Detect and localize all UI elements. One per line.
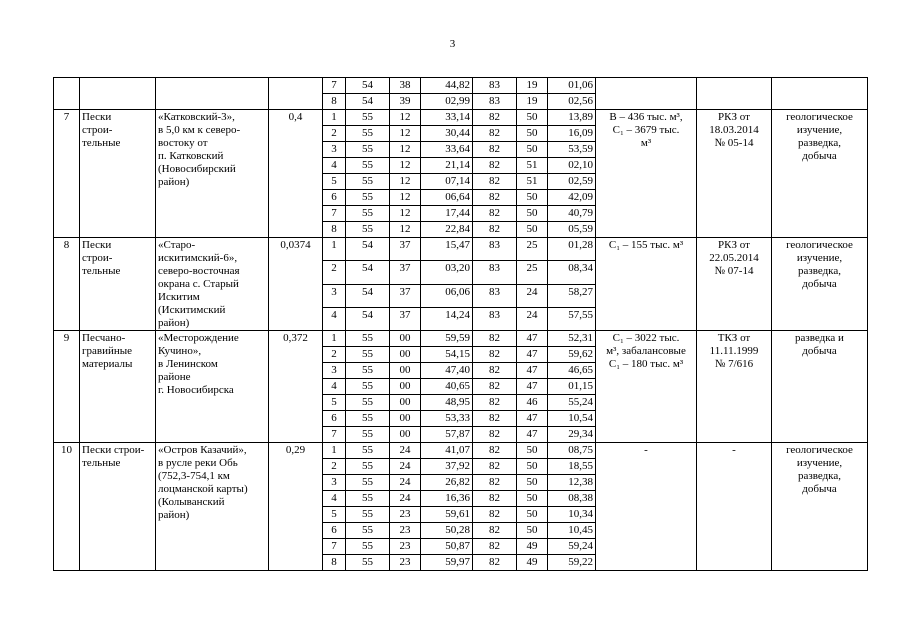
lon-deg-cell: 82 xyxy=(473,157,517,173)
lat-deg-cell: 55 xyxy=(346,347,390,363)
lat-sec-cell: 57,87 xyxy=(421,427,473,443)
point-number-cell: 1 xyxy=(323,331,346,347)
lon-sec-cell: 52,31 xyxy=(548,331,596,347)
lat-min-cell: 00 xyxy=(390,395,421,411)
lon-min-cell: 50 xyxy=(517,109,548,125)
lat-deg-cell: 55 xyxy=(346,109,390,125)
lon-deg-cell: 82 xyxy=(473,363,517,379)
table-row xyxy=(54,443,868,459)
point-number-cell: 7 xyxy=(323,427,346,443)
deposit-name: «Катковский-3», в 5,0 км к северо- востоку от п. Катковский (Новосибирский район) xyxy=(156,109,269,237)
lon-sec-cell: 29,34 xyxy=(548,427,596,443)
point-number-cell: 4 xyxy=(323,491,346,507)
lat-deg-cell: 55 xyxy=(346,523,390,539)
table-row xyxy=(54,109,868,125)
lon-sec-cell: 53,59 xyxy=(548,141,596,157)
point-number-cell: 4 xyxy=(323,379,346,395)
lat-deg-cell: 55 xyxy=(346,379,390,395)
lon-min-cell: 25 xyxy=(517,261,548,284)
point-number-cell: 4 xyxy=(323,157,346,173)
lat-min-cell: 00 xyxy=(390,347,421,363)
lat-deg-cell: 54 xyxy=(346,284,390,307)
lat-sec-cell: 54,15 xyxy=(421,347,473,363)
deposit-name: «Месторождение Кучино», в Ленинском районе г. Новосибирска xyxy=(156,331,269,443)
lat-sec-cell: 06,06 xyxy=(421,284,473,307)
lon-sec-cell: 02,10 xyxy=(548,157,596,173)
lat-sec-cell: 33,14 xyxy=(421,109,473,125)
lon-deg-cell: 82 xyxy=(473,221,517,237)
lat-min-cell: 12 xyxy=(390,205,421,221)
lat-sec-cell: 50,87 xyxy=(421,539,473,555)
lon-deg-cell: 82 xyxy=(473,459,517,475)
lon-min-cell: 47 xyxy=(517,411,548,427)
lat-deg-cell: 55 xyxy=(346,475,390,491)
lat-sec-cell: 16,36 xyxy=(421,491,473,507)
lat-sec-cell: 37,92 xyxy=(421,459,473,475)
cont-protocol-cell xyxy=(697,78,772,110)
cont-id-cell xyxy=(54,78,80,110)
site-number: 8 xyxy=(54,237,80,331)
lon-min-cell: 50 xyxy=(517,221,548,237)
lat-sec-cell: 50,28 xyxy=(421,523,473,539)
lon-min-cell: 50 xyxy=(517,475,548,491)
lon-sec-cell: 08,34 xyxy=(548,261,596,284)
point-number-cell: 2 xyxy=(323,125,346,141)
lon-deg-cell: 83 xyxy=(473,261,517,284)
use-type-cell: геологическое изучение, разведка, добыча xyxy=(772,443,868,571)
point-number-cell: 8 xyxy=(323,93,346,109)
lon-min-cell: 50 xyxy=(517,189,548,205)
lat-min-cell: 12 xyxy=(390,221,421,237)
lat-deg-cell: 55 xyxy=(346,427,390,443)
lon-sec-cell: 10,34 xyxy=(548,507,596,523)
lon-sec-cell: 42,09 xyxy=(548,189,596,205)
point-number-cell: 5 xyxy=(323,395,346,411)
lon-min-cell: 24 xyxy=(517,308,548,331)
table-row xyxy=(54,331,868,347)
point-number-cell: 2 xyxy=(323,347,346,363)
site-number: 7 xyxy=(54,109,80,237)
point-number-cell: 2 xyxy=(323,261,346,284)
lat-min-cell: 23 xyxy=(390,523,421,539)
lat-deg-cell: 55 xyxy=(346,141,390,157)
lat-min-cell: 00 xyxy=(390,411,421,427)
lon-sec-cell: 59,62 xyxy=(548,347,596,363)
deposits-table xyxy=(53,77,868,571)
protocol-cell: ТКЗ от 11.11.1999 № 7/616 xyxy=(697,331,772,443)
lat-min-cell: 23 xyxy=(390,539,421,555)
point-number-cell: 6 xyxy=(323,189,346,205)
area-value: 0,0374 xyxy=(269,237,323,331)
lat-min-cell: 00 xyxy=(390,379,421,395)
lat-min-cell: 38 xyxy=(390,78,421,94)
lat-deg-cell: 54 xyxy=(346,237,390,260)
lon-min-cell: 19 xyxy=(517,93,548,109)
lon-min-cell: 24 xyxy=(517,284,548,307)
lat-sec-cell: 47,40 xyxy=(421,363,473,379)
lon-deg-cell: 82 xyxy=(473,539,517,555)
cont-reserves-cell xyxy=(596,78,697,110)
lon-deg-cell: 82 xyxy=(473,427,517,443)
lon-min-cell: 50 xyxy=(517,491,548,507)
point-number-cell: 1 xyxy=(323,237,346,260)
lon-deg-cell: 82 xyxy=(473,141,517,157)
lat-min-cell: 00 xyxy=(390,427,421,443)
reserves-cell: С₁ – 155 тыс. м³ xyxy=(596,237,697,331)
lat-sec-cell: 30,44 xyxy=(421,125,473,141)
lat-min-cell: 24 xyxy=(390,443,421,459)
lon-deg-cell: 82 xyxy=(473,379,517,395)
lat-deg-cell: 54 xyxy=(346,78,390,94)
lon-deg-cell: 82 xyxy=(473,331,517,347)
lat-sec-cell: 48,95 xyxy=(421,395,473,411)
lat-min-cell: 37 xyxy=(390,261,421,284)
lat-deg-cell: 55 xyxy=(346,555,390,571)
lon-sec-cell: 01,28 xyxy=(548,237,596,260)
lon-sec-cell: 46,65 xyxy=(548,363,596,379)
lat-deg-cell: 55 xyxy=(346,221,390,237)
lon-min-cell: 50 xyxy=(517,507,548,523)
lat-min-cell: 37 xyxy=(390,284,421,307)
lon-deg-cell: 82 xyxy=(473,173,517,189)
protocol-cell: РКЗ от 22.05.2014 № 07-14 xyxy=(697,237,772,331)
lon-min-cell: 50 xyxy=(517,459,548,475)
lon-min-cell: 50 xyxy=(517,443,548,459)
lat-deg-cell: 55 xyxy=(346,411,390,427)
resource-type: Пески строи- тельные xyxy=(80,109,156,237)
lon-sec-cell: 08,38 xyxy=(548,491,596,507)
deposit-name: «Остров Казачий», в русле реки Обь (752,3-754,1 км лоцманской карты) (Колыванский район) xyxy=(156,443,269,571)
lon-deg-cell: 83 xyxy=(473,308,517,331)
use-type-cell: геологическое изучение, разведка, добыча xyxy=(772,237,868,331)
lon-min-cell: 47 xyxy=(517,363,548,379)
lat-deg-cell: 55 xyxy=(346,125,390,141)
lat-sec-cell: 02,99 xyxy=(421,93,473,109)
lon-min-cell: 25 xyxy=(517,237,548,260)
lat-min-cell: 12 xyxy=(390,189,421,205)
lat-sec-cell: 14,24 xyxy=(421,308,473,331)
site-number: 9 xyxy=(54,331,80,443)
lat-min-cell: 37 xyxy=(390,237,421,260)
lat-min-cell: 39 xyxy=(390,93,421,109)
lat-sec-cell: 17,44 xyxy=(421,205,473,221)
lon-sec-cell: 55,24 xyxy=(548,395,596,411)
lon-sec-cell: 01,15 xyxy=(548,379,596,395)
lat-min-cell: 24 xyxy=(390,459,421,475)
lon-sec-cell: 58,27 xyxy=(548,284,596,307)
lat-deg-cell: 55 xyxy=(346,331,390,347)
site-number: 10 xyxy=(54,443,80,571)
lon-min-cell: 49 xyxy=(517,539,548,555)
point-number-cell: 2 xyxy=(323,459,346,475)
table-row xyxy=(54,78,868,94)
lon-deg-cell: 82 xyxy=(473,491,517,507)
lat-min-cell: 23 xyxy=(390,555,421,571)
point-number-cell: 7 xyxy=(323,78,346,94)
lon-sec-cell: 12,38 xyxy=(548,475,596,491)
point-number-cell: 1 xyxy=(323,443,346,459)
lat-sec-cell: 40,65 xyxy=(421,379,473,395)
lon-deg-cell: 82 xyxy=(473,411,517,427)
lon-min-cell: 50 xyxy=(517,125,548,141)
lon-deg-cell: 83 xyxy=(473,237,517,260)
lon-sec-cell: 13,89 xyxy=(548,109,596,125)
lat-deg-cell: 55 xyxy=(346,205,390,221)
lon-sec-cell: 02,59 xyxy=(548,173,596,189)
lon-sec-cell: 40,79 xyxy=(548,205,596,221)
lon-sec-cell: 08,75 xyxy=(548,443,596,459)
lon-deg-cell: 82 xyxy=(473,189,517,205)
lat-sec-cell: 53,33 xyxy=(421,411,473,427)
lat-deg-cell: 55 xyxy=(346,363,390,379)
lon-min-cell: 46 xyxy=(517,395,548,411)
cont-type-cell xyxy=(80,78,156,110)
lat-deg-cell: 55 xyxy=(346,173,390,189)
lat-sec-cell: 33,64 xyxy=(421,141,473,157)
lat-deg-cell: 55 xyxy=(346,507,390,523)
lat-sec-cell: 21,14 xyxy=(421,157,473,173)
cont-use-cell xyxy=(772,78,868,110)
lon-min-cell: 47 xyxy=(517,347,548,363)
lat-min-cell: 12 xyxy=(390,173,421,189)
lat-deg-cell: 54 xyxy=(346,261,390,284)
lat-deg-cell: 55 xyxy=(346,189,390,205)
lon-deg-cell: 82 xyxy=(473,347,517,363)
lat-sec-cell: 06,64 xyxy=(421,189,473,205)
use-type-cell: геологическое изучение, разведка, добыча xyxy=(772,109,868,237)
point-number-cell: 7 xyxy=(323,539,346,555)
point-number-cell: 3 xyxy=(323,475,346,491)
lon-deg-cell: 82 xyxy=(473,523,517,539)
lat-deg-cell: 55 xyxy=(346,459,390,475)
reserves-cell: В – 436 тыс. м³, С₁ – 3679 тыс. м³ xyxy=(596,109,697,237)
resource-type: Пески строи- тельные xyxy=(80,443,156,571)
lat-min-cell: 24 xyxy=(390,491,421,507)
lon-min-cell: 47 xyxy=(517,331,548,347)
lat-sec-cell: 03,20 xyxy=(421,261,473,284)
lat-sec-cell: 26,82 xyxy=(421,475,473,491)
lon-deg-cell: 83 xyxy=(473,93,517,109)
lon-sec-cell: 01,06 xyxy=(548,78,596,94)
lon-sec-cell: 59,22 xyxy=(548,555,596,571)
resource-type: Песчано- гравийные материалы xyxy=(80,331,156,443)
lat-sec-cell: 41,07 xyxy=(421,443,473,459)
protocol-cell: РКЗ от 18.03.2014 № 05-14 xyxy=(697,109,772,237)
lon-min-cell: 50 xyxy=(517,141,548,157)
area-value: 0,4 xyxy=(269,109,323,237)
lon-deg-cell: 82 xyxy=(473,395,517,411)
deposit-name: «Старо- искитимский-6», северо-восточная окрана с. Старый Искитим (Искитимский район) xyxy=(156,237,269,331)
area-value: 0,29 xyxy=(269,443,323,571)
lat-min-cell: 00 xyxy=(390,363,421,379)
point-number-cell: 4 xyxy=(323,308,346,331)
lat-min-cell: 37 xyxy=(390,308,421,331)
lon-deg-cell: 82 xyxy=(473,109,517,125)
lat-sec-cell: 59,97 xyxy=(421,555,473,571)
lat-sec-cell: 07,14 xyxy=(421,173,473,189)
cont-area-cell xyxy=(269,78,323,110)
point-number-cell: 1 xyxy=(323,109,346,125)
lat-sec-cell: 59,59 xyxy=(421,331,473,347)
lon-deg-cell: 82 xyxy=(473,475,517,491)
lon-min-cell: 49 xyxy=(517,555,548,571)
lon-min-cell: 51 xyxy=(517,173,548,189)
page-number: 3 xyxy=(449,38,456,50)
lat-deg-cell: 54 xyxy=(346,93,390,109)
point-number-cell: 7 xyxy=(323,205,346,221)
reserves-cell: - xyxy=(596,443,697,571)
lat-deg-cell: 55 xyxy=(346,443,390,459)
lon-sec-cell: 05,59 xyxy=(548,221,596,237)
lon-deg-cell: 83 xyxy=(473,78,517,94)
lat-sec-cell: 15,47 xyxy=(421,237,473,260)
lon-min-cell: 50 xyxy=(517,523,548,539)
lat-sec-cell: 59,61 xyxy=(421,507,473,523)
area-value: 0,372 xyxy=(269,331,323,443)
lat-sec-cell: 22,84 xyxy=(421,221,473,237)
reserves-cell: С₁ – 3022 тыс. м³, забалансовые С₁ – 180 тыс. м³ xyxy=(596,331,697,443)
lon-min-cell: 51 xyxy=(517,157,548,173)
point-number-cell: 6 xyxy=(323,523,346,539)
point-number-cell: 8 xyxy=(323,555,346,571)
point-number-cell: 3 xyxy=(323,141,346,157)
lon-min-cell: 19 xyxy=(517,78,548,94)
lat-min-cell: 24 xyxy=(390,475,421,491)
lat-min-cell: 12 xyxy=(390,125,421,141)
use-type-cell: разведка и добыча xyxy=(772,331,868,443)
lon-deg-cell: 82 xyxy=(473,555,517,571)
lon-min-cell: 50 xyxy=(517,205,548,221)
lat-min-cell: 23 xyxy=(390,507,421,523)
point-number-cell: 5 xyxy=(323,173,346,189)
protocol-cell: - xyxy=(697,443,772,571)
lon-deg-cell: 82 xyxy=(473,125,517,141)
lon-sec-cell: 59,24 xyxy=(548,539,596,555)
lat-deg-cell: 54 xyxy=(346,308,390,331)
lat-deg-cell: 55 xyxy=(346,539,390,555)
lon-deg-cell: 82 xyxy=(473,507,517,523)
lat-deg-cell: 55 xyxy=(346,491,390,507)
lon-deg-cell: 83 xyxy=(473,284,517,307)
point-number-cell: 5 xyxy=(323,507,346,523)
cont-name-cell xyxy=(156,78,269,110)
lon-sec-cell: 10,54 xyxy=(548,411,596,427)
table-row xyxy=(54,237,868,260)
lat-min-cell: 12 xyxy=(390,157,421,173)
lat-deg-cell: 55 xyxy=(346,395,390,411)
lon-sec-cell: 57,55 xyxy=(548,308,596,331)
lat-min-cell: 12 xyxy=(390,141,421,157)
lon-min-cell: 47 xyxy=(517,427,548,443)
point-number-cell: 8 xyxy=(323,221,346,237)
lon-deg-cell: 82 xyxy=(473,443,517,459)
resource-type: Пески строи- тельные xyxy=(80,237,156,331)
lat-deg-cell: 55 xyxy=(346,157,390,173)
point-number-cell: 3 xyxy=(323,363,346,379)
lon-min-cell: 47 xyxy=(517,379,548,395)
point-number-cell: 3 xyxy=(323,284,346,307)
lon-sec-cell: 02,56 xyxy=(548,93,596,109)
lat-sec-cell: 44,82 xyxy=(421,78,473,94)
lat-min-cell: 12 xyxy=(390,109,421,125)
point-number-cell: 6 xyxy=(323,411,346,427)
lon-deg-cell: 82 xyxy=(473,205,517,221)
lon-sec-cell: 10,45 xyxy=(548,523,596,539)
lat-min-cell: 00 xyxy=(390,331,421,347)
lon-sec-cell: 18,55 xyxy=(548,459,596,475)
lon-sec-cell: 16,09 xyxy=(548,125,596,141)
